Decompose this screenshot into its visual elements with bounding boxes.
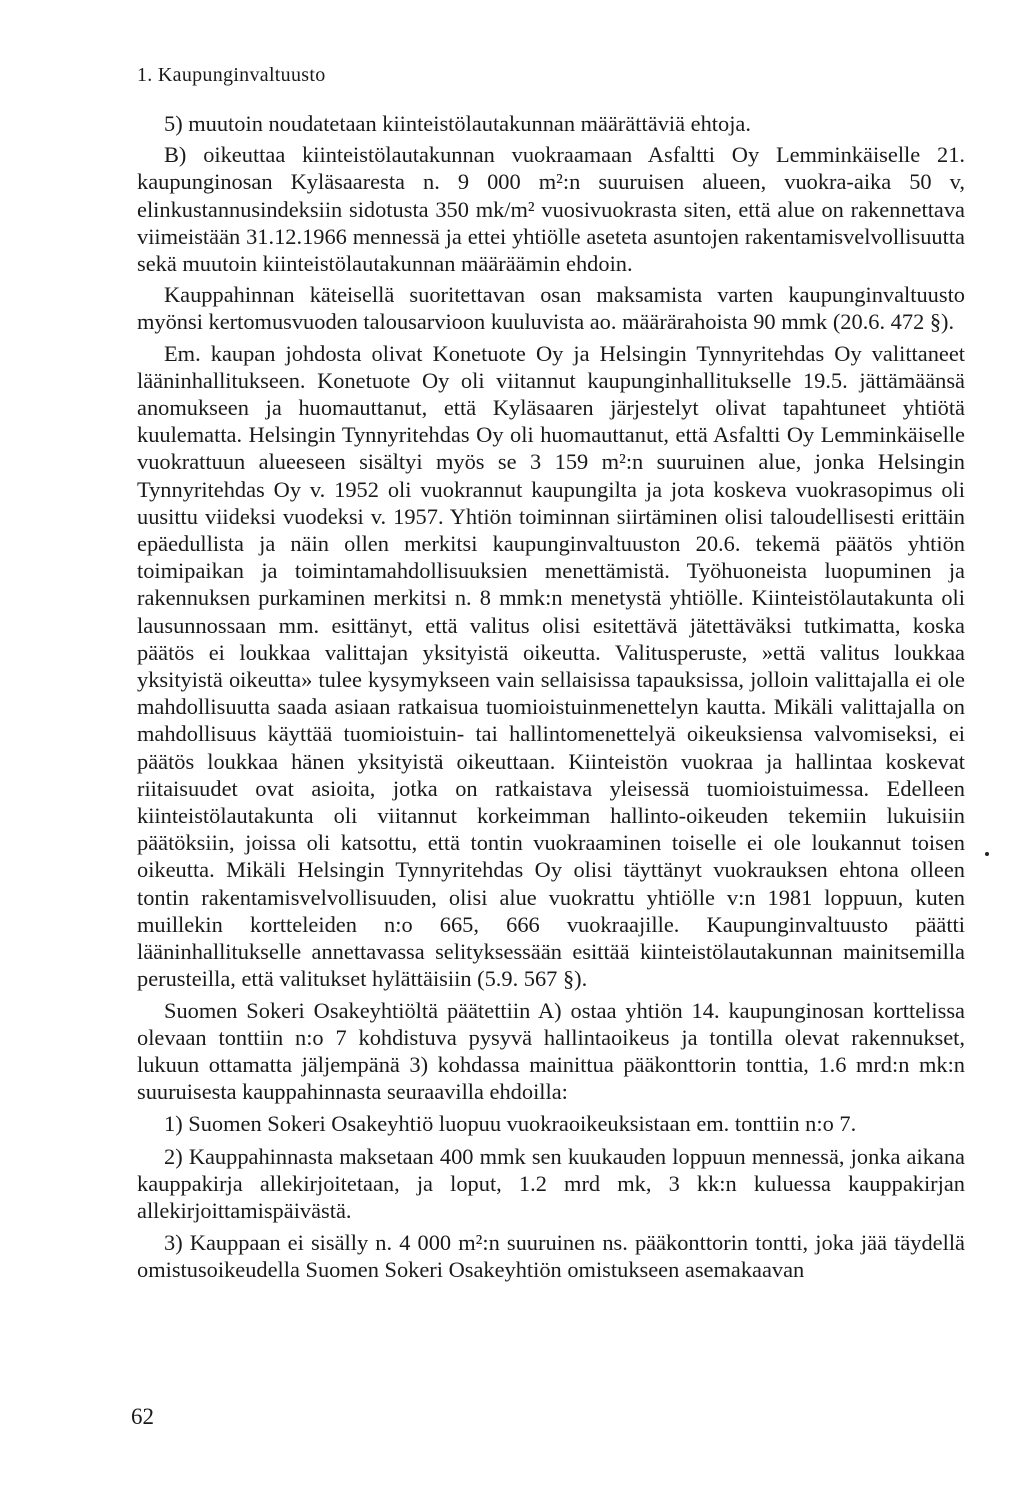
list-item: 2) Kauppahinnasta maksetaan 400 mmk sen kuukauden loppuun mennessä, jonka aikana kauppakirja allekirjoitetaan, ja loput, 1.2 mrd mk, 3 kk:n kuluessa kauppakirjan allekirjoittamispäivästä. — [137, 1143, 965, 1223]
paragraph: B) oikeuttaa kiinteistölautakunnan vuokraamaan Asfaltti Oy Lemminkäiselle 21. kaupunginosan Kyläsaaresta n. 9 000 m²:n suuruisen alueen, vuokra-aika 50 v, elinkustannusindeksiin sidotusta 350 mk/m² vuosivuokrasta siten, että alue on rakennettava viimeistään 31.12.1966 mennessä ja ettei yhtiölle aseteta asuntojen rakentamisvelvollisuutta sekä muutoin kiinteistölautakunnan määräämin ehdoin. — [137, 142, 965, 277]
paragraph: Suomen Sokeri Osakeyhtiöltä päätettiin A) ostaa yhtiön 14. kaupunginosan korttelissa olevaan tonttiin n:o 7 kohdistuva pysyvä hallintaoikeus ja tontilla olevat rakennukset, lukuun ottamatta jäljempänä 3) kohdassa mainittua pääkonttorin tonttia, 1.6 mrd:n mk:n suuruisesta kauppahinnasta seuraavilla ehdoilla: — [137, 997, 965, 1105]
page-number: 62 — [131, 1404, 154, 1429]
paragraph: Em. kaupan johdosta olivat Konetuote Oy ja Helsingin Tynnyritehdas Oy valittaneet lääninhallitukseen. Konetuote Oy oli viitannut kaupunginhallitukselle 19.5. jättämäänsä anomukseen ja huomauttanut, että Kyläsaaren järjestelyt olivat tapahtuneet yhtiötä kuulematta. Helsingin Tynnyritehdas Oy oli huomauttanut, että Asfaltti Oy Lemminkäiselle vuokrattuun alueeseen sisältyi myös se 3 159 m²:n suuruinen alue, jonka Helsingin Tynnyritehdas Oy v. 1952 oli vuokrannut kaupungilta ja jota koskeva vuokrasopimus oli uusittu viideksi vuodeksi v. 1957. Yhtiön toiminnan siirtäminen olisi taloudellisesti erittäin epäedullista ja näin ollen merkitsi kaupunginvaltuuston 20.6. tekemä päätös yhtiön toimipaikan ja toimintamahdollisuuksien menettämistä. Työhuoneista luopuminen ja rakennuksen purkaminen merkitsi n. 8 mmk:n menetystä yhtiölle. Kiinteistölautakunta oli lausunnossaan mm. esittänyt, että valitus olisi esitettävä jätettäväksi tutkimatta, koska päätös ei loukkaa valittajan yksityistä oikeutta. Valitusperuste, »että valitus loukkaa yksityistä oikeutta» tulee kysymykseen vain sellaisissa tapauksissa, jolloin valittajalla ei ole mahdollisuutta saada asiaan ratkaisua tuomioistuinmenettelyn kautta. Mikäli valittajalla on mahdollisuus käyttää tuomioistuin- tai hallintomenettelyä oikeuksiensa valvomiseksi, ei päätös loukkaa hänen yksityistä oikeuttaan. Kiinteistön vuokraa ja hallintaa koskevat riitaisuudet ovat asioita, jotka on ratkaistava yleisessä tuomioistuimessa. Edelleen kiinteistölautakunta oli viitannut korkeimman hallinto-oikeuden tekemiin lukuisiin päätöksiin, joissa oli katsottu, että tontin vuokraaminen toiselle ei ole loukannut toisen oikeutta. Mikäli Helsingin Tynnyritehdas Oy olisi täyttänyt vuokrauksen ehtona olleen tontin rakentamisvelvollisuuden, olisi alue vuokrattu yhtiölle v:n 1981 loppuun, kuten muillekin kortteleiden n:o 665, 666 vuokraajille. Kaupunginvaltuusto päätti lääninhallitukselle annettavassa selityksessään esittää kiinteistölautakunnan mainitsemilla perusteilla, että valitukset hylättäisiin (5.9. 567 §). — [137, 340, 965, 992]
body-text — [137, 110, 965, 1288]
list-item: 3) Kauppaan ei sisälly n. 4 000 m²:n suuruinen ns. pääkonttorin tontti, joka jää täydellä omistusoikeudella Suomen Sokeri Osakeyhtiön omistukseen asemakaavan — [137, 1230, 965, 1283]
margin-mark — [985, 852, 989, 856]
paragraph: 5) muutoin noudatetaan kiinteistölautakunnan määrättäviä ehtoja. — [164, 111, 751, 136]
running-head: 1. Kaupunginvaltuusto — [137, 64, 326, 86]
list-item: 1) Suomen Sokeri Osakeyhtiö luopuu vuokraoikeuksistaan em. tonttiin n:o 7. — [164, 1111, 857, 1137]
paragraph: Kauppahinnan käteisellä suoritettavan osan maksamista varten kaupunginvaltuusto myönsi kertomusvuoden talousarvioon kuuluvista ao. määrärahoista 90 mmk (20.6. 472 §). — [137, 282, 965, 335]
